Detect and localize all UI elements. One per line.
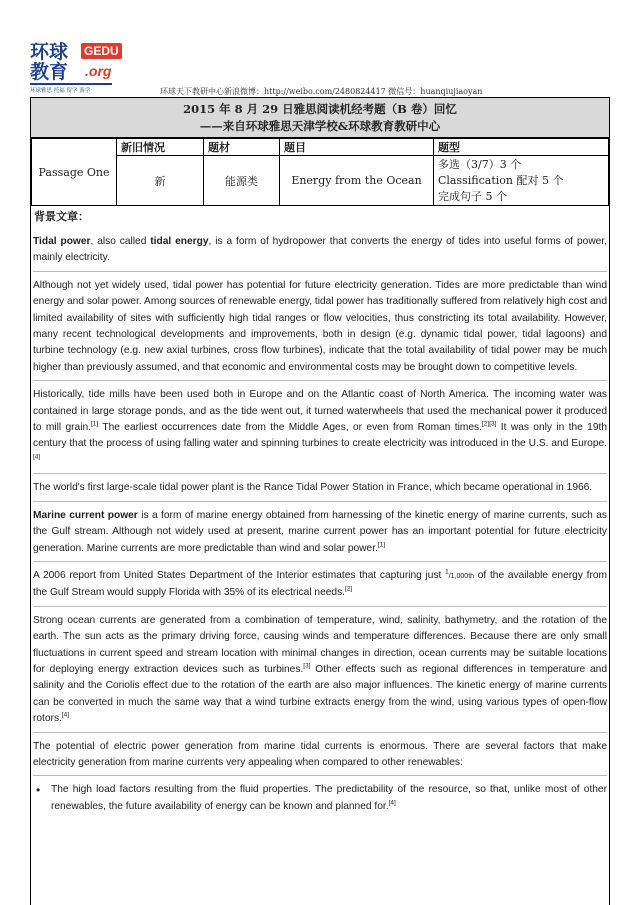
- term-marine-current-power: Marine current power: [33, 509, 138, 521]
- text-span: , also called: [90, 236, 151, 247]
- exam-info-table: [31, 138, 609, 206]
- question-type-item: 多选（3/7）3 个: [438, 157, 522, 171]
- divider: [33, 473, 607, 474]
- paragraph-marine-current: [33, 508, 607, 557]
- logo-chinese-text: 环球 教育: [30, 41, 69, 83]
- document-frame: [30, 97, 610, 905]
- citation: [1]: [90, 420, 99, 428]
- term-tidal-energy: tidal energy: [150, 236, 209, 247]
- header-topic: 题材: [204, 139, 280, 156]
- citation: [2]: [345, 585, 353, 593]
- fraction-denominator: /1,000th: [448, 572, 475, 580]
- logo-tagline: 环球雅思 托福 留学 游学: [30, 88, 91, 94]
- list-item: [33, 782, 607, 815]
- divider: [33, 380, 607, 381]
- title-line-1: 2015 年 8 月 29 日雅思阅读机经考题（B 卷）回忆: [183, 102, 457, 116]
- question-type-item: 完成句子 5 个: [438, 189, 507, 203]
- background-title: 背景文章：: [34, 210, 89, 223]
- text-span: of the available energy from the Gulf Stream would supply Florida with 35% of its electrical needs.: [33, 569, 607, 599]
- fraction-numerator: 1: [445, 568, 449, 576]
- title-bar: [31, 98, 609, 138]
- text-span: Strong ocean currents are generated from a combination of temperature, wind, salinity, bathymetry, and the rotation of the earth. The sun acts as the primary driving force, causing winds and temperature differences. Because there are only small fluctuations in current speed and stream location with minimal changes in direction, ocean currents may be suitable locations for deploying energy extraction devices such as turbines.: [33, 614, 607, 675]
- citation: [3]: [303, 662, 311, 670]
- header-title: 题目: [280, 139, 434, 156]
- paragraph-tidal-power: [33, 234, 607, 267]
- text-span: The earliest occurrences date from the Middle Ages, or even from Roman times.: [98, 422, 482, 434]
- citation: [1]: [377, 541, 386, 549]
- paragraph-potential: Although not yet widely used, tidal power has potential for future electricity generation. Tides are more predictable than wind energy and solar power. Among sources of renewable energy, tidal power has traditionally suffered from relatively high cost and limited availability of sites with sufficiently high tidal ranges or flow velocities, thus constricting its total availability. However, many recent technological developments and improvements, both in design (e.g. dynamic tidal power, tidal lagoons) and turbine technology (e.g. new axial turbines, cross flow turbines), indicate that the total availability of tidal power may be much higher than previously assumed, and that economic and environmental costs may be brought down to competitive levels.: [33, 279, 607, 373]
- logo-badge: GEDU: [81, 43, 122, 59]
- paragraph-ocean-currents: [33, 613, 607, 728]
- question-type-item: Classification 配对 5 个: [438, 173, 564, 187]
- cell-question-types: [434, 156, 609, 206]
- paragraph-gulf-stream: [33, 568, 607, 602]
- cell-topic: 能源类: [204, 156, 280, 206]
- text-span: is a form of marine energy obtained from harnessing of the kinetic energy of marine currents, such as the Gulf stream. Although not widely used at present, marine current power has an important potential for future electricity generation. Marine currents are more predictable than wind and solar power.: [33, 509, 607, 554]
- cell-status: 新: [117, 156, 204, 206]
- cell-title: Energy from the Ocean: [280, 156, 434, 206]
- page-headline: 环球天下教研中心新浪微博：http://weibo.com/2480824417 微信号：huanqiujiaoyan: [160, 87, 483, 96]
- citation: [4]: [388, 799, 396, 807]
- advantages-list: [33, 782, 607, 815]
- header-question-type: 题型: [434, 139, 609, 156]
- passage-label: Passage One: [32, 139, 117, 206]
- divider: [33, 775, 607, 776]
- gedu-logo: [30, 41, 119, 97]
- divider: [33, 732, 607, 733]
- paragraph-potential-generation: The potential of electric power generation from marine tidal currents is enormous. There are several factors that make electricity generation from marine currents very appealing when compared to other renewables:: [33, 740, 607, 768]
- logo-divider: [30, 83, 112, 85]
- paragraph-history: [33, 387, 607, 469]
- citation: [2][3]: [481, 420, 497, 428]
- text-span: A 2006 report from United States Department of the Interior estimates that capturing just: [33, 569, 446, 581]
- citation: [4]: [61, 711, 70, 719]
- citation: [4]: [33, 453, 41, 461]
- text-span: Historically, tide mills have been used both in Europe and on the Atlantic coast of North America. The incoming water was contained in large storage ponds, and as the tide went out, it turned waterwheels that used the mechanical power it produced to mill grain.: [33, 389, 607, 434]
- term-tidal-power: Tidal power: [33, 236, 91, 247]
- background-article: [31, 206, 609, 815]
- divider: [33, 271, 607, 272]
- logo-org: .org: [85, 63, 112, 79]
- header-status: 新旧情况: [117, 139, 204, 156]
- divider: [33, 501, 607, 502]
- text-span: The high load factors resulting from the fluid properties. The predictability of the resource, so that, unlike most of other renewables, the future availability of energy can be known and planned for.: [51, 784, 607, 812]
- paragraph-rance: The world's first large-scale tidal power plant is the Rance Tidal Power Station in France, which became operational in 1966.: [33, 482, 593, 494]
- title-line-2: ——来自环球雅思天津学校&环球教育教研中心: [199, 119, 441, 133]
- text-span: Other effects such as regional differences in temperature and salinity and the Coriolis effect due to the rotation of the earth are also major influences. The kinetic energy of marine currents can be converted in much the same way that a wind turbine extracts energy from the wind, using various types of open-flow rotors.: [33, 663, 607, 725]
- text-span: , is a form of hydropower that converts the energy of tides into useful forms of power, mainly electricity.: [33, 236, 608, 264]
- text-span: It was only in the 19th century that the process of using falling water and spinning turbines to create electricity was introduced in the U.S. and Europe.: [33, 422, 607, 450]
- divider: [33, 561, 607, 562]
- divider: [33, 606, 607, 607]
